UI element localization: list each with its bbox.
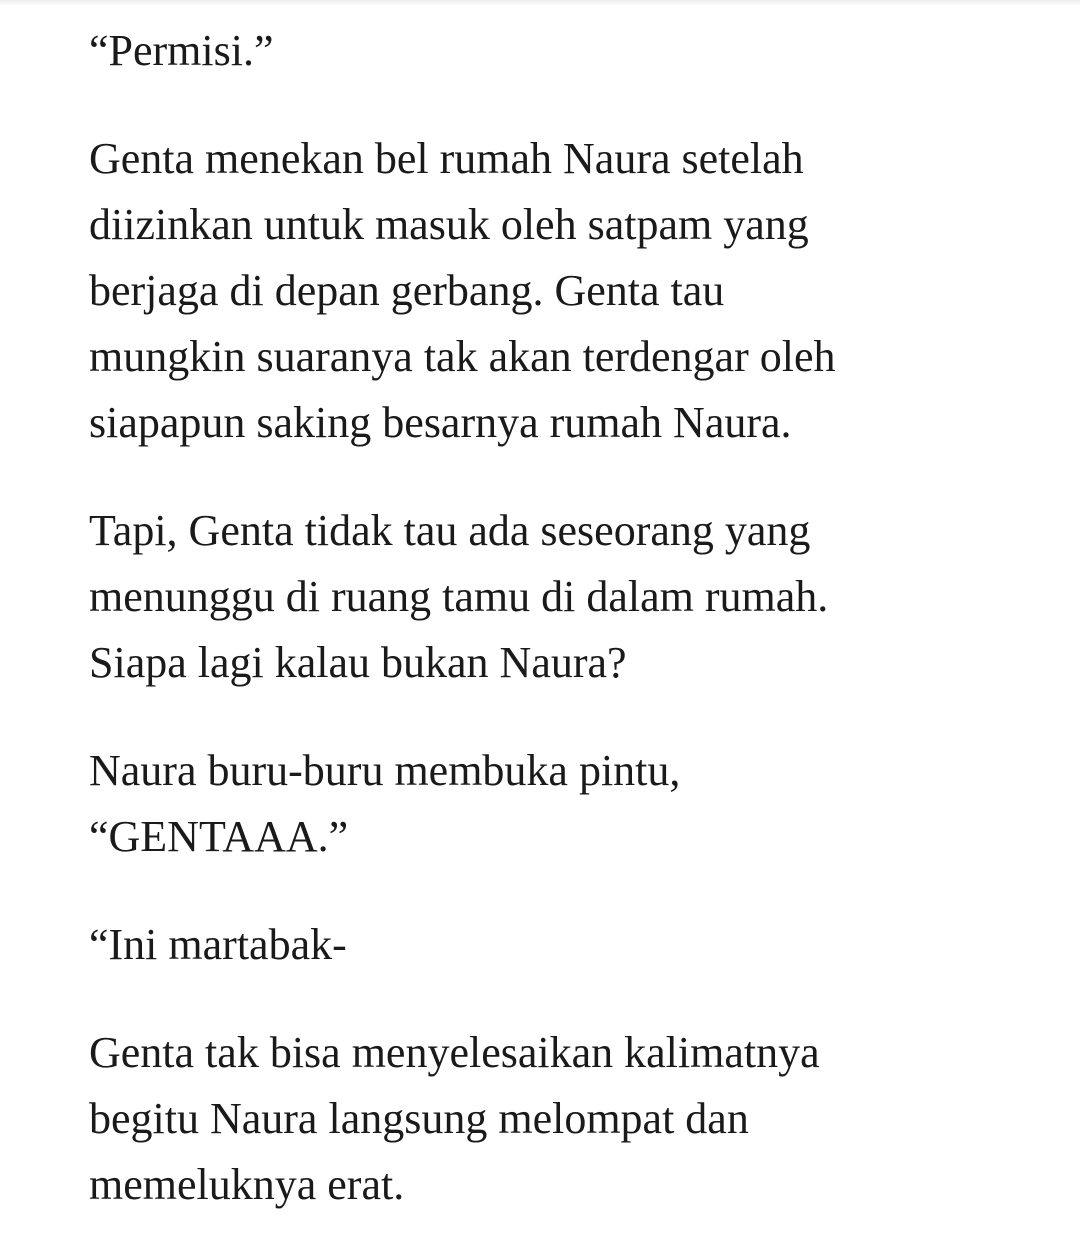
paragraph-tapi-genta: Tapi, Genta tidak tau ada seseorang yang menunggu di ruang tamu di dalam rumah. Siapa lagi kalau bukan Naura? — [89, 506, 829, 687]
story-text-body — [89, 18, 1009, 1218]
top-edge-divider — [0, 0, 1080, 6]
paragraph-naura-membuka-pintu: Naura buru-buru membuka pintu, “GENTAAA.” — [89, 746, 681, 861]
paragraph-permisi: “Permisi.” — [89, 26, 274, 75]
paragraph-genta-tak-bisa: Genta tak bisa menyelesaikan kalimatnya begitu Naura langsung melompat dan memeluknya erat. — [89, 1028, 820, 1209]
paragraph-ini-martabak: “Ini martabak- — [89, 920, 347, 969]
paragraph-genta-menekan-bel: Genta menekan bel rumah Naura setelah diizinkan untuk masuk oleh satpam yang berjaga di depan gerbang. Genta tau mungkin suaranya tak akan terdengar oleh siapapun saking besarnya rumah Naura. — [89, 134, 836, 447]
